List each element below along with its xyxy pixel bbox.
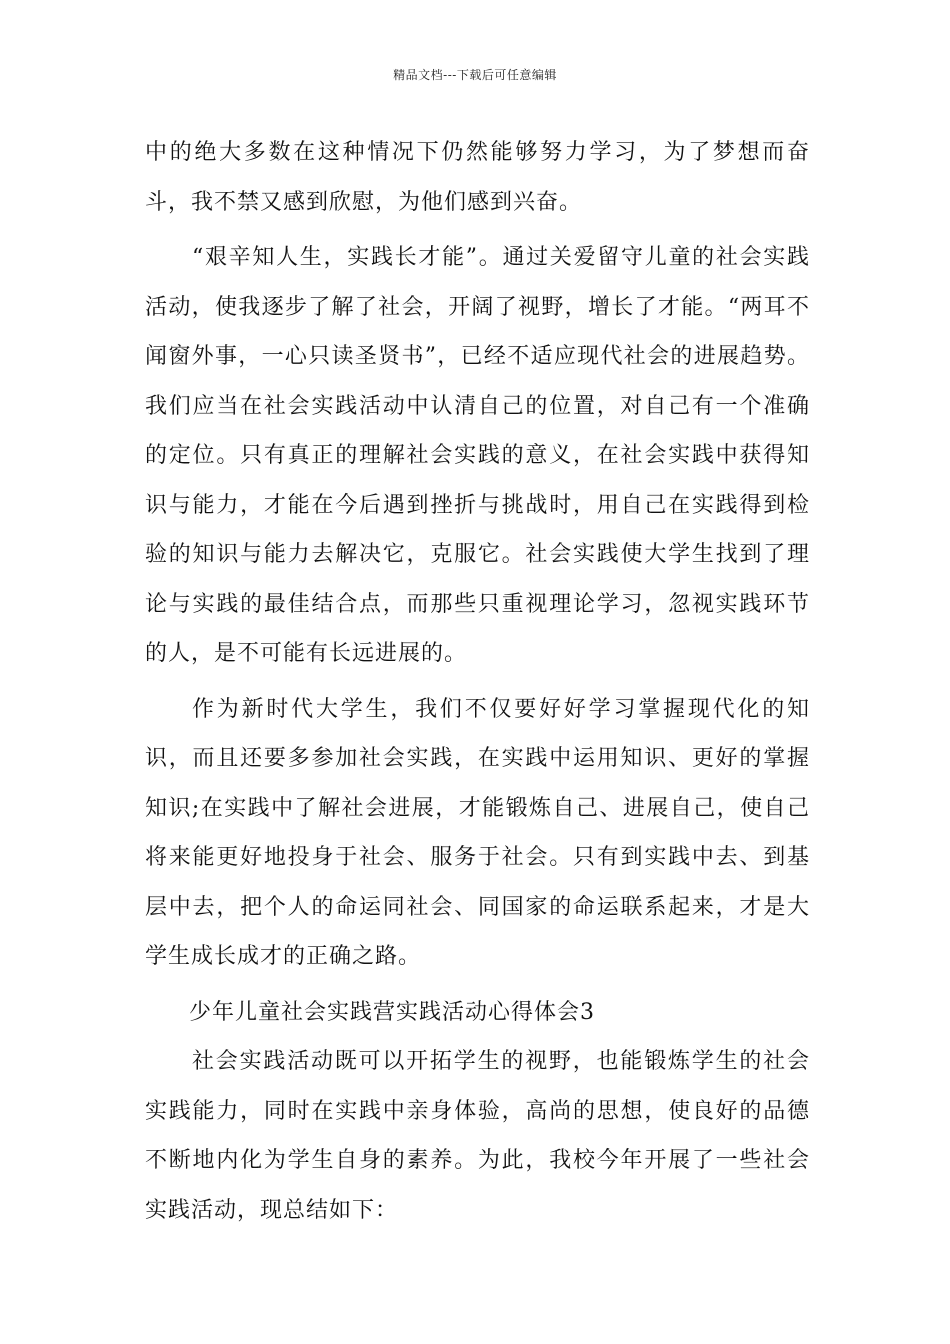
paragraph-continuation: 中的绝大多数在这种情况下仍然能够努力学习，为了梦想而奋斗，我不禁又感到欣慰，为他们感到兴奋。 <box>145 140 810 215</box>
paragraph: “艰辛知人生，实践长才能”。通过关爱留守儿童的社会实践活动，使我逐步了解了社会，开阔了视野，增长了才能。“两耳不闻窗外事，一心只读圣贤书”，已经不适应现代社会的进展趋势。我们应当在社会实践活动中认清自己的位置，对自己有一个准确的定位。只有真正的理解社会实践的意义，在社会实践中获得知识与能力，才能在今后遇到挫折与挑战时，用自己在实践得到检验的知识与能力去解决它，克服它。社会实践使大学生找到了理论与实践的最佳结合点，而那些只重视理论学习，忽视实践环节的人，是不可能有长远进展的。 <box>145 245 810 666</box>
paragraph: 作为新时代大学生，我们不仅要好好学习掌握现代化的知识，而且还要多参加社会实践，在实践中运用知识、更好的掌握知识;在实践中了解社会进展，才能锻炼自己、进展自己，使自己将来能更好地投身于社会、服务于社会。只有到实践中去、到基层中去，把个人的命运同社会、同国家的命运联系起来，才是大学生成长成才的正确之路。 <box>145 696 810 969</box>
paragraph: 社会实践活动既可以开拓学生的视野，也能锻炼学生的社会实践能力，同时在实践中亲身体验，高尚的思想，使良好的品德不断地内化为学生自身的素养。为此，我校今年开展了一些社会实践活动，现总结如下： <box>145 1049 810 1223</box>
section-heading: 少年儿童社会实践营实践活动心得体会3 <box>189 999 595 1025</box>
document-body <box>145 128 810 1235</box>
page-header: 精品文档---下载后可任意编辑 <box>393 68 557 82</box>
